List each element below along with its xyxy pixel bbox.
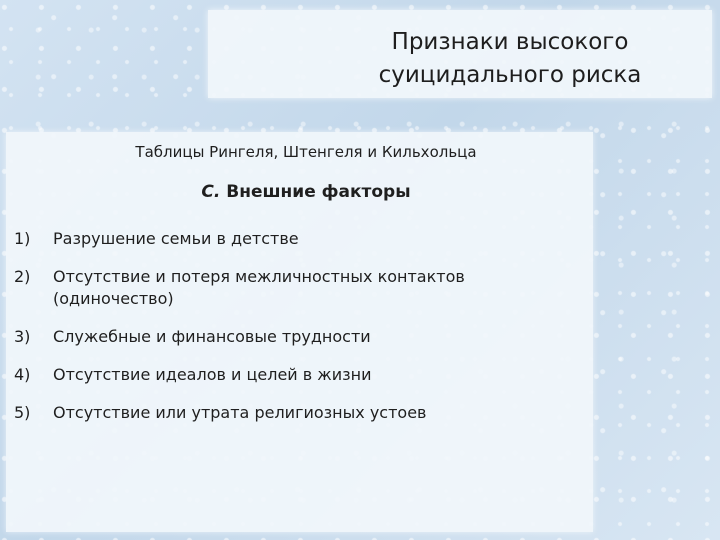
slide-title [208, 26, 712, 92]
list-item [14, 228, 589, 250]
factor-list [14, 228, 589, 424]
section-heading [6, 180, 606, 204]
list-item-number: 5) [14, 403, 31, 422]
title-panel [208, 10, 712, 98]
list-item-text: Отсутствие или утрата религиозных устоев [53, 403, 427, 422]
list-item [14, 326, 589, 348]
list-item [14, 402, 589, 424]
list-item-number: 4) [14, 365, 31, 384]
list-item-number: 1) [14, 229, 31, 248]
list-item-text: Отсутствие идеалов и целей в жизни [53, 365, 372, 384]
list-item-text: Служебные и финансовые трудности [53, 327, 371, 346]
section-letter: С. [201, 182, 221, 202]
list-item-number: 3) [14, 327, 31, 346]
section-heading-text: Внешние факторы [226, 182, 411, 202]
list-item [14, 364, 589, 386]
slide-subtitle: Таблицы Рингеля, Штенгеля и Кильхольца [135, 143, 477, 161]
list-item [14, 266, 589, 310]
list-item-text: Разрушение семьи в детстве [53, 229, 299, 248]
list-item-text: Отсутствие и потеря межличностных контактов (одиночество) [53, 267, 465, 308]
slide-title-line-2: суицидального риска [378, 62, 642, 88]
slide-title-line-1: Признаки высокого [391, 29, 629, 55]
content-panel [6, 132, 593, 532]
list-item-number: 2) [14, 267, 31, 286]
